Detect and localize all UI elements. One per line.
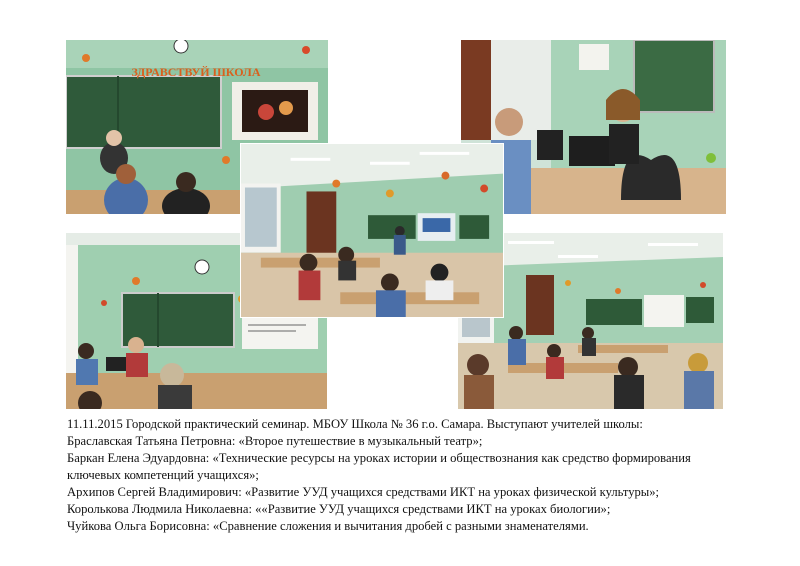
banner-text: ЗДРАВСТВУЙ ШКОЛА xyxy=(131,65,261,79)
caption-line-speaker-4: Королькова Людмила Николаевна: ««Развитие УУД учащихся средствами ИКТ на уроках биологии»; xyxy=(67,502,611,516)
caption-line-speaker-2: Баркан Елена Эдуардовна: «Технические ресурсы на уроках истории и обществознания как средство формирования ключевых компетенций учащихся»; xyxy=(67,451,691,482)
caption-line-speaker-5: Чуйкова Ольга Борисовна: «Сравнение сложения и вычитания дробей с разными знаменателями. xyxy=(67,519,589,533)
caption-line-speaker-1: Браславская Татьяна Петровна: «Второе путешествие в музыкальный театр»; xyxy=(67,434,483,448)
caption xyxy=(67,416,737,535)
photo-classroom-projector xyxy=(240,143,504,318)
caption-line-speaker-3: Архипов Сергей Владимирович: «Развитие УУД учащихся средствами ИКТ на уроках физической культуры»; xyxy=(67,485,660,499)
caption-line-date: 11.11.2015 Городской практический семинар. МБОУ Школа № 36 г.о. Самара. Выступают учителей школы: xyxy=(67,417,643,431)
